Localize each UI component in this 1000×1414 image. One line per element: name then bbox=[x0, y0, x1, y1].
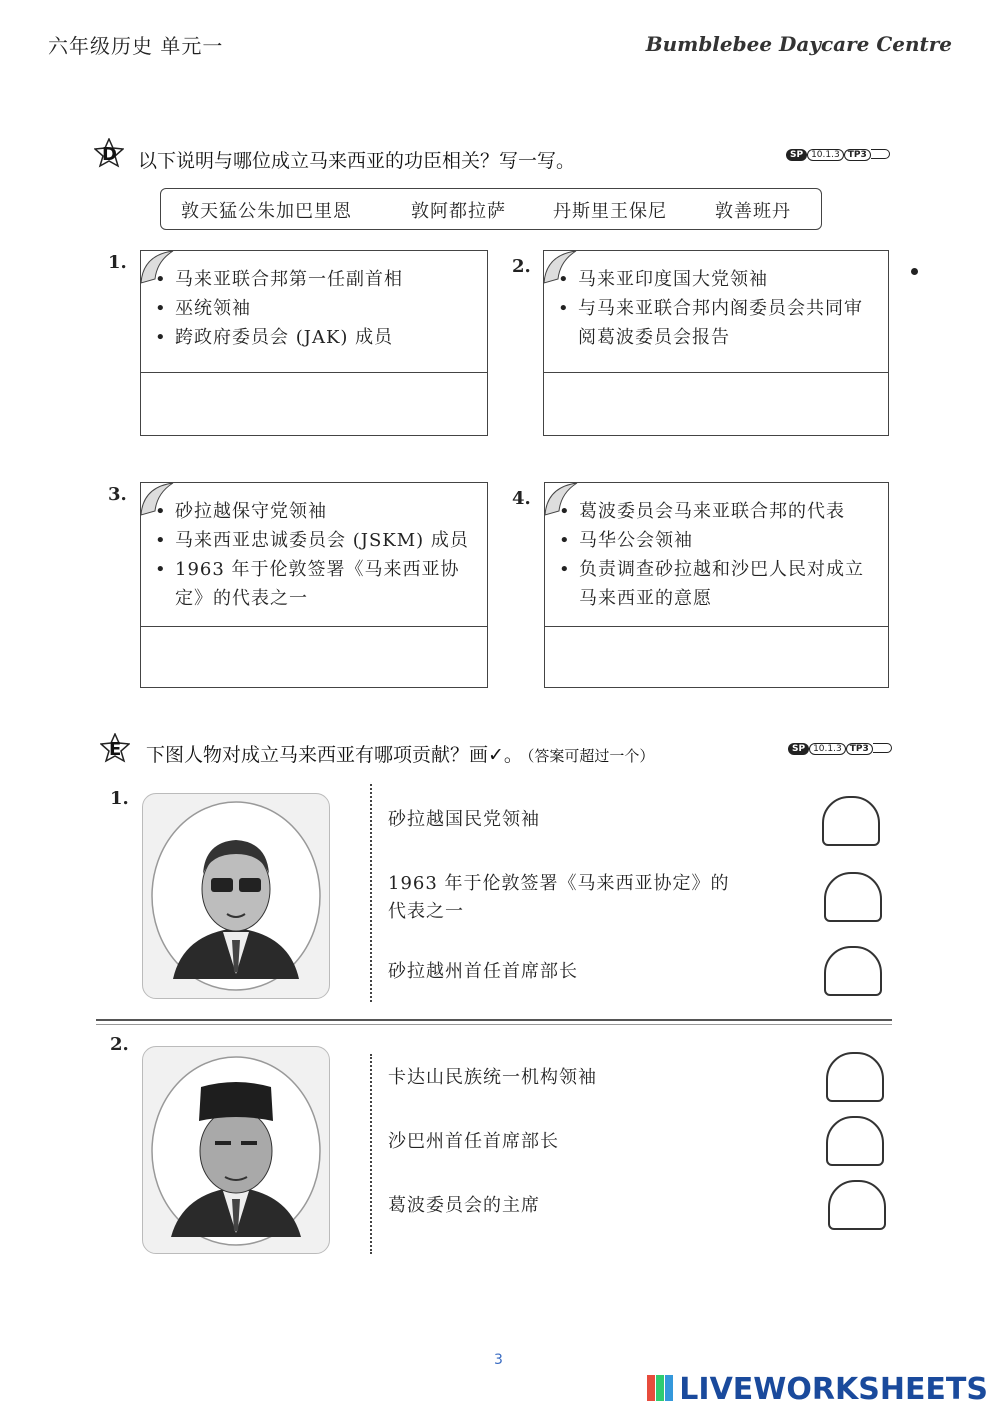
name-bank-item: 敦阿都拉萨 bbox=[411, 201, 506, 222]
section-e-sp-tag: SP 10.1.3 TP3 bbox=[788, 743, 892, 754]
item-separator bbox=[96, 1019, 892, 1025]
question-number: 2. bbox=[512, 256, 531, 277]
tick-box[interactable] bbox=[822, 796, 880, 846]
name-bank-item: 敦天猛公朱加巴里恩 bbox=[181, 201, 352, 222]
dotted-divider bbox=[370, 1054, 372, 1254]
tick-box[interactable] bbox=[826, 1116, 884, 1166]
section-d-title: 以下说明与哪位成立马来西亚的功臣相关？写一写。 bbox=[138, 150, 576, 172]
option-label: 砂拉越国民党领袖 bbox=[388, 809, 540, 830]
section-e-title: 下图人物对成立马来西亚有哪项贡献？画✓。 （答案可超过一个） bbox=[146, 744, 655, 766]
question-number: 1. bbox=[110, 788, 129, 809]
option-label: 1963 年于伦敦签署《马来西亚协定》的代表之一 bbox=[388, 873, 730, 922]
publisher-name: Bumblebee Daycare Centre bbox=[645, 32, 952, 56]
section-d-letter: D bbox=[102, 144, 117, 165]
option-label: 卡达山民族统一机构领袖 bbox=[388, 1067, 597, 1088]
answer-field-1[interactable] bbox=[141, 372, 487, 435]
dotted-divider bbox=[370, 784, 372, 1002]
section-d-sp-tag: SP 10.1.3 TP3 bbox=[786, 149, 890, 160]
answer-field-3[interactable] bbox=[141, 626, 487, 687]
clue-bullet: • 1963 年于伦敦签署《马来西亚协定》的代表之一 bbox=[153, 555, 479, 613]
page-number: 3 bbox=[494, 1352, 503, 1368]
clue-bullet: • 跨政府委员会 (JAK) 成员 bbox=[153, 323, 479, 352]
option-label: 葛波委员会的主席 bbox=[388, 1195, 540, 1216]
name-bank bbox=[160, 188, 822, 230]
ink-dot bbox=[911, 268, 918, 275]
tick-box[interactable] bbox=[826, 1052, 884, 1102]
option-label: 沙巴州首任首席部长 bbox=[388, 1131, 559, 1152]
question-box-2 bbox=[543, 250, 889, 436]
portrait-man-songkok-icon bbox=[143, 1047, 329, 1253]
clue-bullet: • 马来亚联合邦第一任副首相 bbox=[153, 265, 479, 294]
question-number: 2. bbox=[110, 1034, 129, 1055]
tick-box[interactable] bbox=[824, 872, 882, 922]
name-bank-item: 丹斯里王保尼 bbox=[553, 201, 667, 222]
clue-bullet: • 巫统领袖 bbox=[153, 294, 479, 323]
question-number: 3. bbox=[108, 484, 127, 505]
clue-bullet: • 马华公会领袖 bbox=[557, 526, 880, 555]
question-box-3 bbox=[140, 482, 488, 688]
portrait-frame-1 bbox=[142, 793, 330, 999]
tick-box[interactable] bbox=[824, 946, 882, 996]
section-e-letter: E bbox=[109, 739, 122, 760]
name-bank-item: 敦善班丹 bbox=[715, 201, 791, 222]
question-box-4 bbox=[544, 482, 889, 688]
option-label: 砂拉越州首任首席部长 bbox=[388, 961, 578, 982]
liveworksheets-logo-icon bbox=[645, 1373, 675, 1403]
tick-box[interactable] bbox=[828, 1180, 886, 1230]
clue-bullet: • 马来亚印度国大党领袖 bbox=[556, 265, 880, 294]
answer-field-4[interactable] bbox=[545, 626, 888, 687]
question-number: 1. bbox=[108, 252, 127, 273]
portrait-frame-2 bbox=[142, 1046, 330, 1254]
clue-bullet: • 砂拉越保守党领袖 bbox=[153, 497, 479, 526]
liveworksheets-brand: LIVEWORKSHEETS bbox=[645, 1372, 988, 1407]
clue-bullet: • 负责调查砂拉越和沙巴人民对成立马来西亚的意愿 bbox=[557, 555, 880, 613]
question-number: 4. bbox=[512, 488, 531, 509]
clue-bullet: • 马来西亚忠诚委员会 (JSKM) 成员 bbox=[153, 526, 479, 555]
clue-bullet: • 与马来亚联合邦内阁委员会共同审阅葛波委员会报告 bbox=[556, 294, 880, 352]
worksheet-subject: 六年级历史 单元一 bbox=[48, 34, 224, 58]
portrait-man-glasses-icon bbox=[143, 794, 329, 998]
answer-field-2[interactable] bbox=[544, 372, 888, 435]
question-box-1 bbox=[140, 250, 488, 436]
clue-bullet: • 葛波委员会马来亚联合邦的代表 bbox=[557, 497, 880, 526]
